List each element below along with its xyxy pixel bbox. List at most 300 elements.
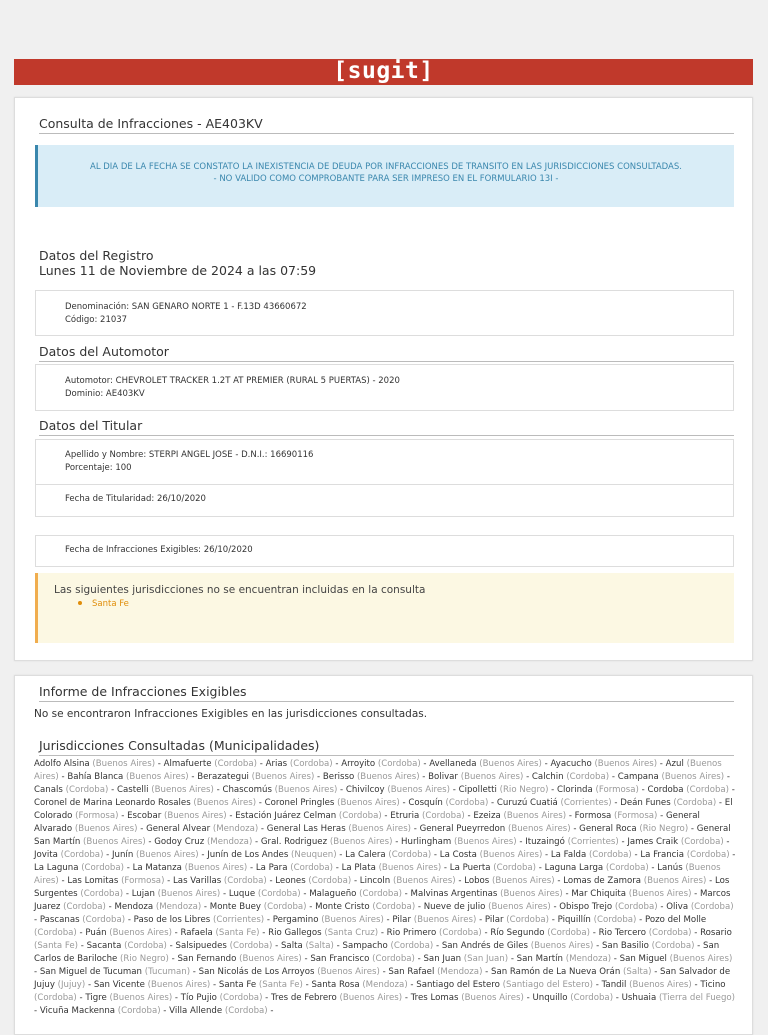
warning-text: Las siguientes jurisdicciones no se encuentran incluidas en la consulta bbox=[54, 584, 426, 596]
jurisdiction-item bbox=[164, 759, 257, 769]
jurisdiction-province: (Buenos Aires) bbox=[626, 889, 692, 899]
jurisdiction-province: (Cordoba) bbox=[305, 876, 352, 886]
jurisdiction-province: (Buenos Aires) bbox=[106, 928, 172, 938]
jurisdiction-item bbox=[40, 915, 125, 925]
jurisdiction-item bbox=[411, 993, 524, 1003]
titularidad-fecha: Fecha de Titularidad: 26/10/2020 bbox=[65, 494, 206, 504]
jurisdiction-province: (Cordoba) bbox=[436, 928, 482, 938]
jurisdiction-province: (Buenos Aires) bbox=[375, 863, 442, 873]
jurisdiction-province: (Cordoba) bbox=[563, 772, 610, 782]
jurisdiction-province: (Buenos Aires) bbox=[271, 785, 338, 795]
jurisdiction-item bbox=[315, 902, 415, 912]
jurisdiction-province: (Corrientes) bbox=[557, 798, 612, 808]
jurisdiction-name: San Miguel de Tucuman bbox=[39, 967, 142, 977]
jurisdiction-item bbox=[532, 993, 613, 1003]
jurisdiction-province: (Jujuy) bbox=[54, 980, 86, 990]
jurisdiction-province: (Mendoza) bbox=[210, 824, 259, 834]
jurisdiction-province: (Rio Negro) bbox=[117, 954, 169, 964]
jurisdiction-province: (Buenos Aires) bbox=[80, 837, 146, 847]
jurisdiction-province: (Buenos Aires) bbox=[154, 889, 221, 899]
jurisdiction-item bbox=[423, 954, 508, 964]
jurisdiction-name: San Basilio bbox=[601, 941, 649, 951]
jurisdiction-name: Junín bbox=[112, 850, 134, 860]
jurisdiction-province: (Buenos Aires) bbox=[89, 759, 156, 769]
jurisdiction-item bbox=[424, 902, 551, 912]
jurisdiction-name: Los Surgentes bbox=[34, 876, 730, 899]
jurisdiction-name: Lujan bbox=[131, 889, 155, 899]
jurisdiction-name: San Fernando bbox=[177, 954, 237, 964]
jurisdiction-item bbox=[563, 876, 706, 886]
automotor-title: Datos del Automotor bbox=[39, 344, 734, 362]
jurisdiction-item bbox=[146, 824, 258, 834]
jurisdiction-name: Piquillín bbox=[557, 915, 591, 925]
jurisdiction-item bbox=[559, 902, 657, 912]
jurisdiction-item bbox=[323, 772, 420, 782]
jurisdiction-name: Almafuerte bbox=[163, 759, 212, 769]
jurisdiction-name: Coronel de Marina Leonardo Rosales bbox=[34, 798, 191, 808]
jurisdiction-item bbox=[265, 798, 400, 808]
jurisdiction-item bbox=[551, 850, 632, 860]
jurisdiction-province: (Mendoza) bbox=[434, 967, 483, 977]
jurisdiction-name: Lanús bbox=[657, 863, 683, 873]
jurisdiction-name: Castelli bbox=[116, 785, 149, 795]
jurisdiction-province: (Rio Negro) bbox=[636, 824, 689, 834]
jurisdiction-province: (Buenos Aires) bbox=[318, 915, 384, 925]
jurisdiction-name: Pascanas bbox=[39, 915, 80, 925]
jurisdiction-name: Canals bbox=[34, 785, 63, 795]
automotor-model: Automotor: CHEVROLET TRACKER 1.2T AT PREMIER (RURAL 5 PUERTAS) - 2020 bbox=[65, 376, 400, 386]
jurisdiction-name: Tres Lomas bbox=[410, 993, 459, 1003]
jurisdiction-province: (Buenos Aires) bbox=[528, 941, 594, 951]
jurisdiction-item bbox=[117, 785, 214, 795]
jurisdiction-province: (Corrientes) bbox=[564, 837, 619, 847]
jurisdiction-name: Arroyito bbox=[341, 759, 376, 769]
jurisdiction-item bbox=[450, 863, 536, 873]
jurisdiction-name: Hurlingham bbox=[401, 837, 452, 847]
excluded-list bbox=[78, 599, 129, 609]
jurisdiction-name: Sacanta bbox=[86, 941, 122, 951]
jurisdiction-item bbox=[281, 941, 334, 951]
jurisdiction-item bbox=[197, 772, 314, 782]
jurisdiction-province: (Cordoba) bbox=[336, 811, 382, 821]
jurisdiction-name: General Alvear bbox=[146, 824, 211, 834]
jurisdiction-province: (Cordoba) bbox=[62, 785, 109, 795]
jurisdiction-name: Bolivar bbox=[428, 772, 458, 782]
no-debt-alert bbox=[35, 145, 734, 207]
jurisdiction-province: (Cordoba) bbox=[221, 876, 267, 886]
jurisdiction-name: Gral. Rodriguez bbox=[260, 837, 328, 847]
jurisdiction-name: La Puerta bbox=[449, 863, 491, 873]
jurisdiction-province: (Rio Negro) bbox=[496, 785, 549, 795]
jurisdiction-province: (Mendoza) bbox=[359, 980, 408, 990]
jurisdiction-name: La Para bbox=[255, 863, 288, 873]
jurisdiction-province: (Buenos Aires) bbox=[666, 954, 733, 964]
jurisdiction-province: (Buenos Aires) bbox=[248, 772, 315, 782]
jurisdiction-name: Ituzaingó bbox=[525, 837, 565, 847]
jurisdiction-province: (Cordoba) bbox=[419, 811, 465, 821]
jurisdiction-name: San Nicolás de Los Arroyos bbox=[198, 967, 315, 977]
jurisdiction-province: (Buenos Aires) bbox=[489, 876, 555, 886]
jurisdiction-province: (Cordoba) bbox=[684, 850, 730, 860]
jurisdiction-name: General San Martín bbox=[34, 824, 731, 847]
automotor-box bbox=[35, 364, 734, 411]
jurisdiction-name: Villa Allende bbox=[169, 1006, 223, 1016]
jurisdiction-item bbox=[235, 811, 382, 821]
informe-message: No se encontraron Infracciones Exigibles en las jurisdicciones consultadas. bbox=[34, 708, 428, 720]
jurisdiction-name: Nueve de julio bbox=[423, 902, 486, 912]
jurisdiction-item bbox=[571, 889, 691, 899]
jurisdiction-name: Estación Juárez Celman bbox=[235, 811, 337, 821]
jurisdiction-province: (Cordoba) bbox=[612, 902, 658, 912]
jurisdiction-name: San Ramón de La Nueva Orán bbox=[491, 967, 621, 977]
jurisdiction-name: Luque bbox=[228, 889, 256, 899]
jurisdiction-item bbox=[558, 915, 637, 925]
jurisdiction-name: Cordoba bbox=[647, 785, 684, 795]
automotor-dominio: Dominio: AE403KV bbox=[65, 389, 145, 399]
jurisdiction-name: Tandil bbox=[601, 980, 627, 990]
titularidad-box bbox=[35, 484, 734, 517]
jurisdiction-province: (Santa Fe) bbox=[212, 928, 260, 938]
jurisdiction-province: (Buenos Aires) bbox=[34, 863, 721, 886]
jurisdiction-name: San Carlos de Bariloche bbox=[34, 941, 720, 964]
jurisdiction-item bbox=[497, 798, 612, 808]
jurisdiction-item bbox=[266, 759, 333, 769]
jurisdiction-province: (Cordoba) bbox=[490, 863, 537, 873]
jurisdiction-name: Santiago del Estero bbox=[416, 980, 500, 990]
jurisdiction-name: La Plata bbox=[341, 863, 376, 873]
jurisdiction-province: (Buenos Aires) bbox=[181, 863, 248, 873]
jurisdiction-province: (Buenos Aires) bbox=[34, 759, 722, 782]
fecha-infracciones: Fecha de Infracciones Exigibles: 26/10/2020 bbox=[65, 545, 253, 555]
jurisdiction-province: (Cordoba) bbox=[77, 889, 124, 899]
jurisdiction-name: Puán bbox=[85, 928, 107, 938]
jurisdiction-name: Lobos bbox=[464, 876, 490, 886]
jurisdiction-item bbox=[392, 915, 476, 925]
jurisdiction-name: Marcos Juarez bbox=[34, 889, 731, 912]
jurisdiction-name: Obispo Trejo bbox=[559, 902, 613, 912]
jurisdiction-name: Las Lomitas bbox=[67, 876, 119, 886]
brand-banner bbox=[14, 59, 753, 85]
jurisdiction-province: (Buenos Aires) bbox=[658, 772, 725, 782]
jurisdiction-province: (Buenos Aires) bbox=[384, 785, 450, 795]
jurisdicciones-title: Jurisdicciones Consultadas (Municipalidades) bbox=[39, 738, 734, 756]
jurisdiction-item bbox=[133, 863, 248, 873]
jurisdiction-name: Berazategui bbox=[197, 772, 249, 782]
jurisdiction-item bbox=[341, 759, 420, 769]
jurisdiction-province: (Formosa) bbox=[118, 876, 165, 886]
jurisdiction-name: Monte Buey bbox=[209, 902, 262, 912]
titular-box bbox=[35, 439, 734, 485]
jurisdiction-name: General Alvarado bbox=[34, 811, 700, 834]
jurisdiction-province: (Buenos Aires) bbox=[354, 772, 420, 782]
jurisdiction-item bbox=[429, 759, 542, 769]
registro-box bbox=[35, 290, 734, 336]
jurisdiction-item bbox=[132, 889, 221, 899]
jurisdiction-item bbox=[575, 811, 658, 821]
jurisdiction-province: (Cordoba) bbox=[78, 863, 124, 873]
jurisdiction-item bbox=[173, 876, 267, 886]
jurisdiction-item bbox=[532, 772, 609, 782]
jurisdiction-province: (Buenos Aires) bbox=[148, 785, 214, 795]
jurisdiction-name: Escobar bbox=[127, 811, 162, 821]
jurisdiction-item bbox=[271, 993, 402, 1003]
jurisdiction-name: Ezeiza bbox=[473, 811, 501, 821]
jurisdiction-province: (Buenos Aires) bbox=[334, 798, 400, 808]
jurisdiction-province: (Mendoza) bbox=[204, 837, 253, 847]
jurisdiction-item bbox=[579, 824, 688, 834]
jurisdiction-name: Lomas de Zamora bbox=[563, 876, 642, 886]
jurisdicciones-list: Adolfo Alsina (Buenos Aires) - Almafuerte (Cordoba) - Arias (Cordoba) - Arroyito (Cordoba) - Avellaneda (Buenos Aires) - Ayacucho (Buenos Aires) - Azul (Buenos Aires) - Bahía Blanca (Buenos Aires) - Berazategui (Buenos Aires) - Berisso (Buenos Aires) - Bolivar (Buenos Aires) - Calchin (Cordoba) - Campana (Buenos Aires) - Canals (Cordoba) - Castelli (Buenos Aires) - Chascomús (Buenos Aires) - Chivilcoy (Buenos Aires) - Cipolletti (Rio Negro) - Clorinda (Formosa) - Cordoba (Cordoba) - Coronel de Marina Leonardo Rosales (Buenos Aires) - Coronel Pringles (Buenos Aires) - Cosquín (Cordoba) - Curuzú Cuatiá (Corrientes) - Deán Funes (Cordoba) - El Colorado (Formosa) - Escobar (Buenos Aires) - Estación Juárez Celman (Cordoba) - Etruria (Cordoba) - Ezeiza (Buenos Aires) - Formosa (Formosa) - General Alvarado (Buenos Aires) - General Alvear (Mendoza) - General Las Heras (Buenos Aires) - General Pueyrredon (Buenos Aires) - General Roca (Rio Negro) - General San Martín (Buenos Aires) - Godoy Cruz (Mendoza) - Gral. Rodriguez (Buenos Aires) - Hurlingham (Buenos Aires) - Ituzaingó (Corrientes) - James Craik (Cordoba) - Jovita (Cordoba) - Junín (Buenos Aires) - Junín de Los Andes (Neuquen) - La Calera (Cordoba) - La Costa (Buenos Aires) - La Falda (Cordoba) - La Francia (Cordoba) - La Laguna (Cordoba) - La Matanza (Buenos Aires) - La Para (Cordoba) - La Plata (Buenos Aires) - La Puerta (Cordoba) - Laguna Larga (Cordoba) - Lanús (Buenos Aires) - Las Lomitas (Formosa) - Las Varillas (Cordoba) - Leones (Cordoba) - Lincoln (Buenos Aires) - Lobos (Buenos Aires) - Lomas de Zamora (Buenos Aires) - Los Surgentes (Cordoba) - Lujan (Buenos Aires) - Luque (Cordoba) - Malagueño (Cordoba) - Malvinas Argentinas (Buenos Aires) - Mar Chiquita (Buenos Aires) - Marcos Juarez (Cordoba) - Mendoza (Mendoza) - Monte Buey (Cordoba) - Monte Cristo (Cordoba) - Nueve de julio (Buenos Aires) - Obispo Trejo (Cordoba) - Oliva (Cordoba) - Pascanas (Cordoba) - Paso de los Libres (Corrientes) - Pergamino (Buenos Aires) - Pilar (Buenos Aires) - Pilar (Cordoba) - Piquillín (Cordoba) - Pozo del Molle (Cordoba) - Puán (Buenos Aires) - Rafaela (Santa Fe) - Rio Gallegos (Santa Cruz) - Rio Primero (Cordoba) - Río Segundo (Cordoba) - Rio Tercero (Cordoba) - Rosario (Santa Fe) - Sacanta (Cordoba) - Salsipuedes (Cordoba) - Salta (Salta) - Sampacho (Cordoba) - San Andrés de Giles (Buenos Aires) - San Basilio (Cordoba) - San Carlos de Bariloche (Rio Negro) - San Fernando (Buenos Aires) - San Francisco (Cordoba) - San Juan (San Juan) - San Martín (Mendoza) - San Miguel (Buenos Aires) - San Miguel de Tucuman (Tucuman) - San Nicolás de Los Arroyos (Buenos Aires) - San Rafael (Mendoza) - San Ramón de La Nueva Orán (Salta) - San Salvador de Jujuy (Jujuy) - San Vicente (Buenos Aires) - Santa Fe (Santa Fe) - Santa Rosa (Mendoza) - Santiago del Estero (Santiago del Estero) - Tandil (Buenos Aires) - Ticino (Cordoba) - Tigre (Buenos Aires) - Tío Pujio (Cordoba) - Tres de Febrero (Buenos Aires) - Tres Lomas (Buenos Aires) - Unquillo (Cordoba) - Ushuaia (Tierra del Fuego) - Vicuña Mackenna (Cordoba) - Villa Allende (Cordoba) - bbox=[34, 759, 736, 1016]
jurisdiction-name: El Colorado bbox=[34, 798, 733, 821]
jurisdiction-name: Curuzú Cuatiá bbox=[496, 798, 558, 808]
jurisdiction-item bbox=[442, 941, 594, 951]
jurisdiction-name: Oliva bbox=[666, 902, 689, 912]
jurisdiction-item bbox=[602, 941, 694, 951]
jurisdiction-name: Rafaela bbox=[180, 928, 213, 938]
jurisdiction-name: La Costa bbox=[439, 850, 477, 860]
jurisdiction-item bbox=[94, 980, 210, 990]
jurisdiction-item bbox=[40, 1006, 161, 1016]
jurisdiction-name: San Andrés de Giles bbox=[441, 941, 529, 951]
jurisdiction-name: Lincoln bbox=[359, 876, 391, 886]
jurisdiction-name: Leones bbox=[275, 876, 306, 886]
jurisdiction-item bbox=[464, 876, 554, 886]
jurisdiction-item bbox=[440, 850, 543, 860]
bullet-icon bbox=[78, 601, 82, 605]
jurisdiction-province: (Cordoba) bbox=[678, 837, 724, 847]
jurisdiction-name: Santa Rosa bbox=[311, 980, 360, 990]
jurisdiction-name: Malvinas Argentinas bbox=[410, 889, 498, 899]
jurisdiction-item bbox=[618, 772, 724, 782]
jurisdiction-name: Avellaneda bbox=[429, 759, 477, 769]
jurisdiction-name: Ushuaia bbox=[621, 993, 657, 1003]
jurisdiction-province: (Cordoba) bbox=[211, 759, 257, 769]
alert-line-2: - NO VALIDO COMO COMPROBANTE PARA SER IMPRESO EN EL FORMULARIO 13I - bbox=[213, 174, 559, 184]
registro-title: Datos del Registro bbox=[39, 248, 154, 263]
jurisdiction-name: San Miguel bbox=[619, 954, 667, 964]
jurisdiction-item bbox=[620, 954, 733, 964]
registro-denominacion: Denominación: SAN GENARO NORTE 1 - F.13D 43660672 bbox=[65, 302, 307, 312]
jurisdiction-item bbox=[181, 993, 263, 1003]
jurisdiction-province: (Santiago del Estero) bbox=[499, 980, 594, 990]
jurisdiction-name: Rio Primero bbox=[386, 928, 437, 938]
jurisdiction-province: (Cordoba) bbox=[287, 863, 333, 873]
jurisdiction-item bbox=[420, 824, 571, 834]
jurisdiction-name: Las Varillas bbox=[173, 876, 222, 886]
jurisdiction-item bbox=[416, 980, 593, 990]
jurisdiction-province: (San Juan) bbox=[461, 954, 509, 964]
jurisdiction-name: Azul bbox=[665, 759, 684, 769]
jurisdiction-province: (Cordoba) bbox=[387, 941, 434, 951]
jurisdiction-item bbox=[112, 850, 199, 860]
jurisdiction-item bbox=[40, 967, 190, 977]
jurisdiction-item bbox=[261, 837, 393, 847]
jurisdiction-item bbox=[640, 850, 729, 860]
jurisdiction-item bbox=[310, 954, 415, 964]
jurisdiction-province: (Cordoba) bbox=[34, 993, 77, 1003]
jurisdiction-name: Cosquín bbox=[408, 798, 443, 808]
jurisdiction-province: (Cordoba) bbox=[442, 798, 489, 808]
jurisdiction-name: Pergamino bbox=[272, 915, 319, 925]
jurisdiction-name: Ticino bbox=[700, 980, 726, 990]
jurisdiction-name: Unquillo bbox=[532, 993, 568, 1003]
jurisdiction-name: Godoy Cruz bbox=[154, 837, 205, 847]
jurisdiction-item bbox=[360, 876, 456, 886]
jurisdiction-province: (Cordoba) bbox=[369, 902, 416, 912]
jurisdiction-name: Chascomús bbox=[222, 785, 272, 795]
jurisdiction-province: (Formosa) bbox=[592, 785, 639, 795]
fecha-infracciones-box bbox=[35, 535, 734, 567]
jurisdiction-name: Arias bbox=[265, 759, 288, 769]
jurisdiction-item bbox=[175, 941, 272, 951]
jurisdiction-item bbox=[485, 915, 549, 925]
jurisdiction-province: (Buenos Aires) bbox=[641, 876, 707, 886]
jurisdiction-item bbox=[169, 1006, 268, 1016]
jurisdiction-province: (Buenos Aires) bbox=[161, 811, 227, 821]
jurisdiction-province: (Cordoba) bbox=[670, 798, 717, 808]
alert-line-1: AL DIA DE LA FECHA SE CONSTATO LA INEXISTENCIA DE DEUDA POR INFRACCIONES DE TRANSITO EN LAS JURISDICCIONES CONSULTADAS. bbox=[90, 162, 682, 172]
jurisdiction-item bbox=[490, 928, 590, 938]
jurisdiction-province: (Cordoba) bbox=[261, 902, 307, 912]
jurisdiction-item bbox=[627, 837, 723, 847]
jurisdiction-item bbox=[620, 798, 716, 808]
jurisdiction-name: Pozo del Molle bbox=[644, 915, 707, 925]
brand-logo: [sugit] bbox=[333, 58, 434, 84]
jurisdiction-province: (Santa Fe) bbox=[34, 941, 79, 951]
jurisdiction-province: (Cordoba) bbox=[226, 941, 273, 951]
jurisdiction-province: (Buenos Aires) bbox=[336, 993, 403, 1003]
jurisdiction-item bbox=[517, 954, 611, 964]
jurisdiction-item bbox=[87, 941, 167, 951]
jurisdiction-province: (Neuquen) bbox=[288, 850, 337, 860]
jurisdiction-name: San Rafael bbox=[388, 967, 435, 977]
jurisdiction-item bbox=[85, 928, 172, 938]
jurisdiction-item bbox=[273, 915, 384, 925]
jurisdiction-province: (Buenos Aires) bbox=[144, 980, 211, 990]
titular-nombre: Apellido y Nombre: STERPI ANGEL JOSE - D.N.I.: 16690116 bbox=[65, 450, 314, 460]
jurisdiction-item bbox=[275, 876, 351, 886]
jurisdiction-item bbox=[428, 772, 523, 782]
jurisdiction-province: (Cordoba) bbox=[586, 850, 632, 860]
jurisdiction-name: San Francisco bbox=[310, 954, 370, 964]
jurisdiction-province: (Buenos Aires) bbox=[451, 837, 517, 847]
jurisdiction-province: (Cordoba) bbox=[375, 759, 421, 769]
jurisdiction-province: (Buenos Aires) bbox=[72, 824, 138, 834]
jurisdiction-name: Mar Chiquita bbox=[571, 889, 627, 899]
jurisdiction-name: Salta bbox=[280, 941, 303, 951]
jurisdiction-name: La Laguna bbox=[34, 863, 79, 873]
jurisdiction-item bbox=[342, 941, 433, 951]
jurisdiction-province: (Tierra del Fuego) bbox=[656, 993, 736, 1003]
jurisdiction-item bbox=[491, 967, 651, 977]
jurisdiction-province: (Cordoba) bbox=[57, 850, 104, 860]
jurisdiction-province: (Cordoba) bbox=[216, 993, 263, 1003]
jurisdiction-name: Paso de los Libres bbox=[133, 915, 211, 925]
jurisdiction-item bbox=[34, 798, 256, 808]
jurisdiction-province: (Buenos Aires) bbox=[390, 876, 456, 886]
jurisdiction-province: (Corrientes) bbox=[210, 915, 265, 925]
jurisdiction-province: (Cordoba) bbox=[544, 928, 590, 938]
jurisdiction-item bbox=[557, 785, 639, 795]
jurisdiction-item bbox=[210, 902, 307, 912]
jurisdiction-item bbox=[256, 863, 333, 873]
jurisdiction-name: La Matanza bbox=[132, 863, 182, 873]
jurisdiction-province: (Formosa) bbox=[72, 811, 119, 821]
jurisdiction-province: (Cordoba) bbox=[79, 915, 126, 925]
jurisdiction-province: (Buenos Aires) bbox=[106, 993, 173, 1003]
jurisdiction-name: Campana bbox=[617, 772, 659, 782]
jurisdiction-name: Santa Fe bbox=[218, 980, 257, 990]
jurisdiction-province: (Cordoba) bbox=[34, 928, 77, 938]
jurisdiction-name: Deán Funes bbox=[620, 798, 671, 808]
jurisdiction-item bbox=[622, 993, 735, 1003]
jurisdiction-item bbox=[408, 798, 488, 808]
jurisdiction-province: (Cordoba) bbox=[603, 863, 649, 873]
jurisdiction-item bbox=[207, 850, 336, 860]
titular-title: Datos del Titular bbox=[39, 418, 734, 436]
jurisdiction-item bbox=[346, 785, 450, 795]
jurisdiction-name: Pilar bbox=[392, 915, 411, 925]
jurisdiction-name: San Martín bbox=[516, 954, 563, 964]
jurisdiction-province: (Cordoba) bbox=[222, 1006, 268, 1016]
jurisdiction-province: (Buenos Aires) bbox=[345, 824, 412, 834]
registro-date: Lunes 11 de Noviembre de 2024 a las 07:59 bbox=[39, 263, 317, 278]
jurisdiction-name: Pilar bbox=[484, 915, 504, 925]
jurisdiction-item bbox=[525, 837, 619, 847]
jurisdiction-item bbox=[199, 967, 380, 977]
jurisdiction-name: San Juan bbox=[423, 954, 462, 964]
jurisdiction-province: (Buenos Aires) bbox=[457, 772, 524, 782]
jurisdiction-province: (Buenos Aires) bbox=[458, 993, 524, 1003]
jurisdiction-item bbox=[222, 785, 337, 795]
jurisdiction-name: Cipolletti bbox=[458, 785, 497, 795]
jurisdiction-province: (Buenos Aires) bbox=[591, 759, 658, 769]
jurisdiction-name: General Roca bbox=[579, 824, 637, 834]
jurisdiction-name: Junín de Los Andes bbox=[207, 850, 289, 860]
jurisdiction-province: (Mendoza) bbox=[563, 954, 612, 964]
jurisdiction-province: (Cordoba) bbox=[60, 902, 106, 912]
excluded-jurisdictions-alert bbox=[35, 573, 734, 643]
jurisdiction-name: Formosa bbox=[574, 811, 612, 821]
jurisdiction-name: La Falda bbox=[550, 850, 587, 860]
jurisdiction-province: (Buenos Aires) bbox=[410, 915, 477, 925]
jurisdiction-item bbox=[388, 967, 482, 977]
jurisdiction-item bbox=[177, 954, 301, 964]
jurisdiction-name: Tío Pujio bbox=[180, 993, 217, 1003]
jurisdiction-item bbox=[85, 993, 172, 1003]
jurisdiction-province: (Buenos Aires) bbox=[500, 811, 567, 821]
jurisdiction-item bbox=[666, 902, 733, 912]
jurisdiction-name: General Pueyrredon bbox=[419, 824, 506, 834]
jurisdiction-item bbox=[473, 811, 566, 821]
jurisdiction-item bbox=[342, 863, 442, 873]
jurisdiction-province: (Cordoba) bbox=[567, 993, 614, 1003]
jurisdiction-name: Ayacucho bbox=[550, 759, 592, 769]
jurisdiction-name: Monte Cristo bbox=[315, 902, 370, 912]
jurisdiction-item bbox=[550, 759, 657, 769]
jurisdiction-name: Berisso bbox=[322, 772, 355, 782]
jurisdiction-province: (Buenos Aires) bbox=[476, 850, 543, 860]
jurisdiction-province: (Cordoba) bbox=[121, 941, 167, 951]
jurisdiction-item bbox=[114, 902, 201, 912]
jurisdiction-name: Clorinda bbox=[557, 785, 593, 795]
jurisdiction-item bbox=[34, 759, 155, 769]
jurisdiction-province: (Cordoba) bbox=[385, 850, 432, 860]
jurisdiction-item bbox=[390, 811, 464, 821]
jurisdiction-name: Rio Gallegos bbox=[268, 928, 322, 938]
jurisdiction-province: (Buenos Aires) bbox=[476, 759, 542, 769]
jurisdiction-name: Calchin bbox=[531, 772, 564, 782]
